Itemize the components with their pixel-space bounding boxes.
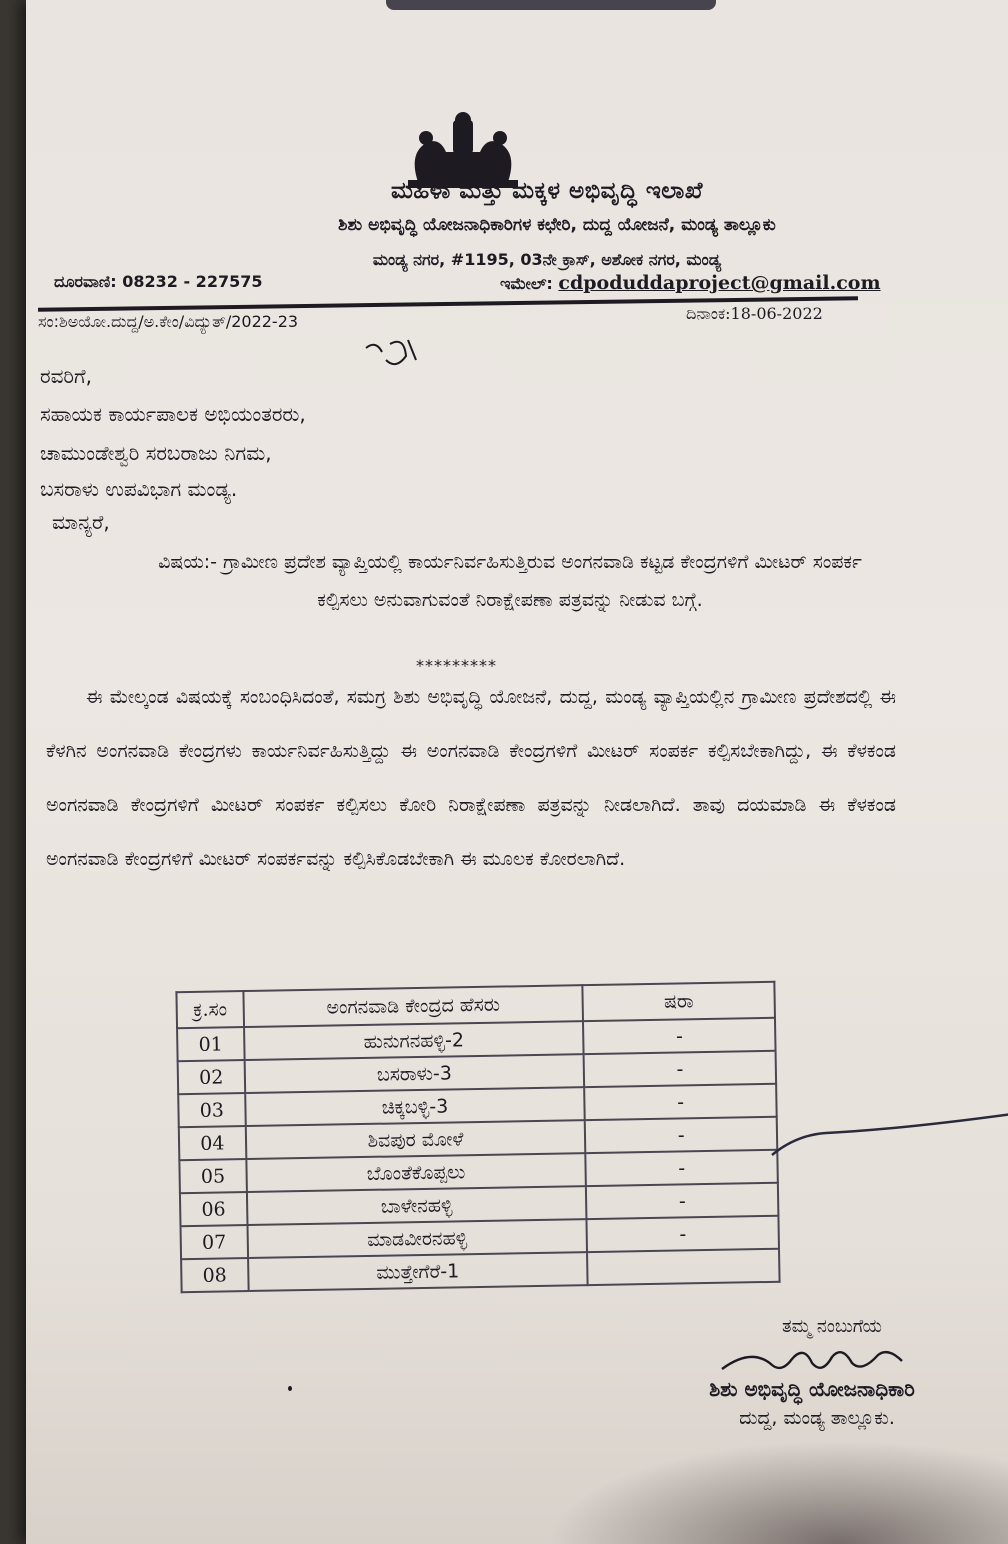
remark-cell: - — [583, 1018, 775, 1054]
centre-name-cell: ಮಾಡವೀರನಹಳ್ಳಿ — [247, 1219, 587, 1258]
centre-name-cell: ಚಿಕ್ಕಬಳ್ಳಿ-3 — [245, 1087, 585, 1126]
phone-number: 08232 - 227575 — [122, 272, 263, 291]
remark-cell — [587, 1249, 779, 1285]
serial-cell: 08 — [181, 1258, 248, 1292]
shadow-overlay — [546, 1440, 1008, 1544]
centre-name-cell: ಬಾಳೇನಹಳ್ಳಿ — [247, 1186, 587, 1225]
letter-date: ದಿನಾಂಕ:18-06-2022 — [686, 304, 823, 323]
serial-cell: 01 — [177, 1027, 244, 1061]
recipient-line: ಸಹಾಯಕ ಕಾರ್ಯಪಾಲಕ ಅಭಿಯಂತರರು, — [40, 402, 306, 426]
handwritten-mark-icon — [356, 330, 436, 380]
officer-place: ದುದ್ದ, ಮಂಡ್ಯ ತಾಲ್ಲೂಕು. — [739, 1407, 895, 1429]
serial-cell: 03 — [178, 1093, 245, 1127]
email-line — [500, 272, 881, 294]
recipient-to: ರವರಿಗೆ, — [40, 364, 92, 388]
header-remarks: ಷರಾ — [583, 982, 775, 1021]
recipient-line: ಚಾಮುಂಡೇಶ್ವರಿ ಸರಬರಾಜು ನಿಗಮ, — [40, 441, 272, 465]
remark-cell: - — [586, 1183, 778, 1219]
pen-stroke-mark — [766, 1105, 1008, 1165]
remark-cell: - — [584, 1051, 776, 1087]
header-centre-name: ಅಂಗನವಾಡಿ ಕೇಂದ್ರದ ಹೆಸರು — [243, 985, 583, 1027]
remark-cell: - — [587, 1216, 779, 1252]
officer-title: ಶಿಶು ಅಭಿವೃದ್ಧಿ ಯೋಜನಾಧಿಕಾರಿ — [709, 1377, 915, 1401]
email-label: ಇಮೇಲ್: — [500, 274, 553, 293]
phone-label: ದೂರವಾಣಿ: — [54, 272, 117, 291]
anganwadi-table — [175, 981, 780, 1293]
remark-cell: - — [586, 1150, 778, 1186]
centre-name-cell: ಹುನುಗನಹಳ್ಳಿ-2 — [244, 1021, 584, 1060]
table-body — [177, 1018, 780, 1292]
office-name: ಶಿಶು ಅಭಿವೃದ್ಧಿ ಯೋಜನಾಧಿಕಾರಿಗಳ ಕಛೇರಿ, ದುದ್ದ ಯೋಜನೆ, ಮಂಡ್ಯ ತಾಲ್ಲೂಕು — [338, 215, 776, 235]
serial-cell: 04 — [179, 1126, 246, 1160]
signature-block — [632, 1316, 992, 1429]
recipient-line: ಬಸರಾಳು ಉಪವಿಭಾಗ ಮಂಡ್ಯ. — [40, 477, 238, 501]
serial-cell: 06 — [180, 1192, 247, 1226]
office-address: ಮಂಡ್ಯ ನಗರ, #1195, 03ನೇ ಕ್ರಾಸ್, ಅಶೋಕ ನಗರ, ಮಂಡ್ಯ — [372, 250, 722, 269]
body-paragraph: ಈ ಮೇಲ್ಕಂಡ ವಿಷಯಕ್ಕೆ ಸಂಬಂಧಿಸಿದಂತೆ, ಸಮಗ್ರ ಶಿಶು ಅಭಿವೃದ್ಧಿ ಯೋಜನೆ, ದುದ್ದ, ಮಂಡ್ಯ ವ್ಯಾಪ್ತಿಯಲ್ಲಿನ ಗ್ರಾಮೀಣ ಪ್ರದೇಶದಲ್ಲಿ ಈ ಕೆಳಗಿನ ಅಂಗನವಾಡಿ ಕೇಂದ್ರಗಳು ಕಾರ್ಯನಿರ್ವಹಿಸುತ್ತಿದ್ದು ಈ ಅಂಗನವಾಡಿ ಕೇಂದ್ರಗಳಿಗೆ ಮೀಟರ್ ಸಂಪರ್ಕ ಕಲ್ಪಿಸಬೇಕಾಗಿದ್ದು, ಈ ಕೆಳಕಂಡ ಅಂಗನವಾಡಿ ಕೇಂದ್ರಗಳಿಗೆ ಮೀಟರ್ ಸಂಪರ್ಕ ಕಲ್ಪಿಸಲು ಕೋರಿ ನಿರಾಕ್ಷೇಪಣಾ ಪತ್ರವನ್ನು ನೀಡಲಾಗಿದೆ. ತಾವು ದಯಮಾಡಿ ಈ ಕೆಳಕಂಡ ಅಂಗನವಾಡಿ ಕೇಂದ್ರಗಳಿಗೆ ಮೀಟರ್ ಸಂಪರ್ಕವನ್ನು ಕಲ್ಪಿಸಿಕೊಡಬೇಕಾಗಿ ಈ ಮೂಲಕ ಕೋರಲಾಗಿದೆ. — [46, 686, 896, 870]
letter-page — [26, 0, 1008, 1544]
separator: ********* — [416, 656, 497, 675]
centre-name-cell: ಶಿವಪುರ ಮೋಳೆ — [245, 1120, 585, 1159]
top-torn-heading — [386, 0, 716, 10]
department-name: ಮಹಿಳಾ ಮತ್ತು ಮಕ್ಕಳ ಅಭಿವೃದ್ಧಿ ಇಲಾಖೆ — [391, 178, 703, 204]
centre-name-cell: ಬಸರಾಳು-3 — [244, 1054, 584, 1093]
centre-name-cell: ಮುತ್ತೇಗೆರೆ-1 — [248, 1252, 588, 1291]
serial-cell: 07 — [181, 1225, 248, 1259]
signature-icon — [712, 1339, 912, 1381]
serial-cell: 02 — [178, 1060, 245, 1094]
phone-line — [54, 272, 262, 292]
remark-cell: - — [585, 1117, 777, 1153]
subject-text: ವಿಷಯ:- ಗ್ರಾಮೀಣ ಪ್ರದೇಶ ವ್ಯಾಪ್ತಿಯಲ್ಲಿ ಕಾರ್ಯನಿರ್ವಹಿಸುತ್ತಿರುವ ಅಂಗನವಾಡಿ ಕಟ್ಟಡ ಕೇಂದ್ರಗಳಿಗೆ ಮೀಟರ್ ಸಂಪರ್ಕ ಕಲ್ಪಿಸಲು ಅನುವಾಗುವಂತೆ ನಿರಾಕ್ಷೇಪಣಾ ಪತ್ರವನ್ನು ನೀಡುವ ಬಗ್ಗೆ. — [158, 551, 862, 611]
header-serial: ಕ್ರ.ಸಂ — [176, 991, 243, 1028]
ink-dot — [288, 1386, 292, 1391]
remark-cell: - — [584, 1084, 776, 1120]
centre-name-cell: ಬೊಂತೆಕೊಪ್ಪಲು — [246, 1153, 586, 1192]
serial-cell: 05 — [179, 1159, 246, 1193]
reference-number: ಸಂ:ಶಿಅಯೋ.ದುದ್ದ/ಅ.ಕೇಂ/ವಿದ್ಯುತ್/2022-23 — [38, 312, 299, 331]
email-address: cdpoduddaproject@gmail.com — [558, 272, 881, 294]
salutation: ಮಾನ್ಯರೆ, — [52, 510, 110, 534]
closing-text: ತಮ್ಮ ನಂಬುಗೆಯ — [782, 1316, 882, 1337]
